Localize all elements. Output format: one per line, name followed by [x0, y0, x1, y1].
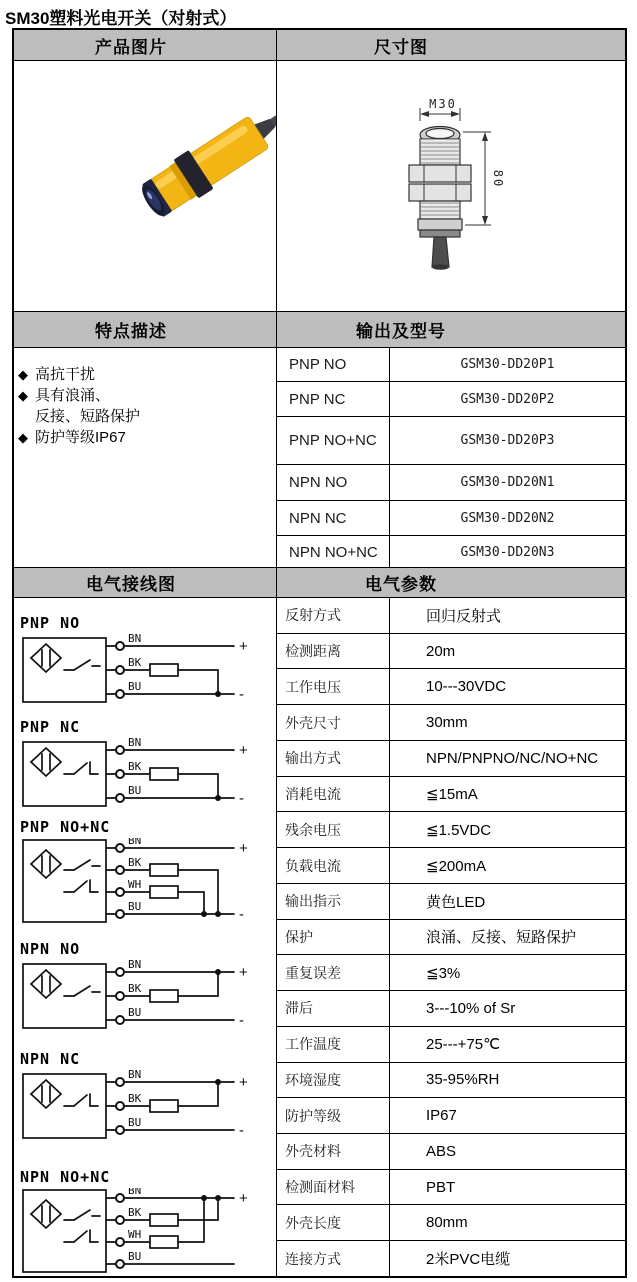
- feature-item: [18, 385, 276, 406]
- param-row: [277, 884, 625, 920]
- cable: [432, 237, 449, 267]
- load-resistor: [150, 1236, 178, 1248]
- param-row: [277, 991, 625, 1027]
- feature-item: [18, 427, 276, 448]
- header-wiring: [14, 568, 277, 598]
- wiring-diagram-svg: [20, 1188, 260, 1276]
- param-label: 保护: [277, 920, 390, 955]
- model-number: GSM30-DD20N2: [460, 510, 555, 526]
- header-features-label: 特点描述: [95, 322, 167, 341]
- wiring-diagram-title: NPN NO+NC: [20, 1168, 111, 1186]
- electrical-params-table: [277, 598, 625, 1276]
- param-value: 10---30VDC: [426, 678, 507, 696]
- wiring-diagram-svg: [20, 838, 260, 928]
- wiring-diagram-title: NPN NC: [20, 1050, 81, 1068]
- param-row: [277, 1027, 625, 1063]
- model-output-type: PNP NO+NC: [277, 417, 390, 464]
- terminal-circle: [116, 746, 124, 754]
- terminal-circle: [116, 1238, 124, 1246]
- header-electrical-params-label: 电气参数: [365, 575, 437, 594]
- param-row: [277, 848, 625, 884]
- junction-dot: [215, 1195, 221, 1201]
- wire-label: BN: [128, 1070, 142, 1081]
- junction-dot: [215, 1079, 221, 1085]
- load-resistor: [150, 1100, 178, 1112]
- cable-tip: [432, 264, 449, 270]
- param-value: 80mm: [426, 1214, 468, 1232]
- wire-label: WH: [128, 1228, 142, 1241]
- thread-size-label: M30: [429, 97, 457, 111]
- hex-nut-1: [409, 165, 471, 182]
- param-label: 外壳长度: [277, 1205, 390, 1240]
- sensor-body: [148, 116, 269, 213]
- model-number: GSM30-DD20P1: [460, 357, 555, 372]
- param-row: [277, 955, 625, 991]
- param-value: NPN/PNPNO/NC/NO+NC: [426, 749, 599, 767]
- terminal-circle: [116, 794, 124, 802]
- model-row: [277, 465, 625, 501]
- param-label: 重复误差: [277, 955, 390, 990]
- feature-bullet-icon: ◆: [18, 388, 28, 403]
- wiring-diagrams: [14, 598, 277, 1276]
- wire-label: BN: [128, 738, 142, 749]
- param-value: 35-95%RH: [426, 1071, 500, 1089]
- param-label: 外壳材料: [277, 1134, 390, 1169]
- feature-item: [18, 364, 276, 385]
- header-dimension-label: 尺寸图: [374, 37, 428, 57]
- param-value: ≦1.5VDC: [426, 821, 492, 839]
- param-row: [277, 920, 625, 956]
- load-resistor: [150, 1214, 178, 1226]
- minus-label: -: [239, 1122, 244, 1139]
- sensor-symbol-icon: [31, 970, 61, 998]
- wire-label: BU: [128, 680, 142, 693]
- wiring-diagram-title: PNP NO: [20, 614, 81, 632]
- wiring-diagram-svg: [20, 738, 260, 822]
- param-row: [277, 1134, 625, 1170]
- param-label: 消耗电流: [277, 777, 390, 812]
- feature-item: [28, 406, 276, 427]
- header-features: [14, 312, 277, 348]
- hex-nut-2: [409, 184, 471, 201]
- model-number: GSM30-DD20P3: [460, 433, 555, 448]
- header-product-image: [14, 30, 277, 61]
- wire-label: WH: [128, 878, 142, 891]
- param-row: [277, 705, 625, 741]
- wiring-diagram-svg: [20, 1070, 260, 1154]
- wire-label: BK: [128, 1092, 142, 1105]
- sensor-symbol-icon: [31, 1200, 61, 1228]
- wiring-diagram-title: PNP NC: [20, 718, 81, 736]
- param-value: PBT: [426, 1178, 456, 1196]
- load-resistor: [150, 664, 178, 676]
- param-value: 25---+75℃: [426, 1036, 500, 1054]
- wiring-diagram-svg: [20, 634, 260, 718]
- model-row: [277, 382, 625, 417]
- param-row: [277, 777, 625, 813]
- feature-bullet-icon: ◆: [18, 367, 28, 382]
- terminal-circle: [116, 968, 124, 976]
- param-label: 输出指示: [277, 884, 390, 919]
- feature-text: 高抗干扰: [35, 366, 96, 383]
- models-table: [277, 348, 625, 568]
- sensor-symbol-icon: [31, 644, 61, 672]
- param-value: 30mm: [426, 714, 468, 732]
- param-value: ≦15mA: [426, 786, 478, 804]
- terminal-circle: [116, 1194, 124, 1202]
- wire-label: BU: [128, 1250, 142, 1263]
- param-value: IP67: [426, 1107, 457, 1125]
- param-row: [277, 812, 625, 848]
- param-label: 工作温度: [277, 1027, 390, 1062]
- wire-label: BN: [128, 838, 142, 847]
- param-label: 负载电流: [277, 848, 390, 883]
- param-value: ABS: [426, 1142, 457, 1160]
- header-electrical-params: [277, 568, 625, 598]
- dimension-drawing-cell: [277, 61, 625, 312]
- plus-label: +: [239, 742, 248, 759]
- terminal-circle: [116, 1126, 124, 1134]
- model-number: GSM30-DD20P2: [460, 391, 555, 407]
- param-label: 输出方式: [277, 741, 390, 776]
- junction-dot: [201, 1195, 207, 1201]
- terminal-circle: [116, 992, 124, 1000]
- minus-label: -: [239, 906, 244, 923]
- param-label: 检测面材料: [277, 1170, 390, 1205]
- product-photo: [14, 61, 277, 312]
- sensor-symbol-icon: [31, 850, 61, 878]
- load-resistor: [150, 990, 178, 1002]
- plus-label: +: [239, 1074, 248, 1091]
- wiring-diagram-title: PNP NO+NC: [20, 818, 111, 836]
- sensor-symbol-icon: [31, 748, 61, 776]
- load-resistor: [150, 864, 178, 876]
- terminal-circle: [116, 844, 124, 852]
- terminal-circle: [116, 1016, 124, 1024]
- param-label: 防护等级: [277, 1098, 390, 1133]
- param-label: 滞后: [277, 991, 390, 1026]
- model-number: GSM30-DD20N3: [460, 544, 555, 560]
- param-label: 反射方式: [277, 598, 390, 633]
- terminal-circle: [116, 770, 124, 778]
- wire-label: BK: [128, 760, 142, 773]
- model-row: [277, 536, 625, 568]
- header-output-models: [277, 312, 625, 348]
- model-row: [277, 348, 625, 382]
- wiring-diagram-svg: [20, 960, 260, 1044]
- terminal-circle: [116, 1078, 124, 1086]
- plus-label: +: [239, 638, 248, 655]
- terminal-circle: [116, 690, 124, 698]
- wire-label: BN: [128, 1188, 142, 1197]
- param-label: 外壳尺寸: [277, 705, 390, 740]
- param-label: 工作电压: [277, 669, 390, 704]
- wiring-diagram: [20, 1050, 270, 1159]
- terminal-circle: [116, 1260, 124, 1268]
- param-row: [277, 1063, 625, 1099]
- header-product-image-label: 产品图片: [95, 37, 167, 57]
- model-row: [277, 501, 625, 536]
- datasheet-table: [12, 28, 627, 1278]
- model-row: [277, 417, 625, 465]
- model-output-type: PNP NO: [277, 348, 390, 381]
- cable-ring: [420, 230, 460, 237]
- header-dimension: [277, 30, 625, 61]
- collar: [418, 219, 462, 230]
- terminal-circle: [116, 910, 124, 918]
- param-label: 残余电压: [277, 812, 390, 847]
- param-row: [277, 669, 625, 705]
- feature-text: 防护等级IP67: [35, 429, 126, 446]
- wiring-diagram-title: NPN NO: [20, 940, 81, 958]
- wire-label: BU: [128, 1116, 142, 1129]
- length-label: 80: [491, 169, 505, 189]
- load-resistor: [150, 886, 178, 898]
- wiring-diagram: [20, 718, 270, 827]
- param-value: 20m: [426, 642, 456, 660]
- param-row: [277, 1205, 625, 1241]
- wiring-diagram: [20, 818, 270, 933]
- features-list: [14, 348, 277, 568]
- param-value: 3---10% of Sr: [426, 999, 516, 1017]
- sensor-box: [23, 1190, 106, 1272]
- page-title: SM30塑料光电开关（对射式）: [5, 9, 237, 28]
- feature-text: 反接、短路保护: [35, 408, 141, 425]
- junction-dot: [215, 969, 221, 975]
- feature-bullet-icon: ◆: [18, 430, 28, 445]
- model-output-type: NPN NO: [277, 465, 390, 500]
- terminal-circle: [116, 866, 124, 874]
- lens-dome-top: [426, 129, 454, 139]
- wire-label: BK: [128, 982, 142, 995]
- terminal-circle: [116, 888, 124, 896]
- feature-text: 具有浪涌、: [35, 387, 111, 404]
- header-wiring-label: 电气接线图: [86, 575, 176, 594]
- plus-label: +: [239, 964, 248, 981]
- param-row: [277, 1170, 625, 1206]
- wire-label: BK: [128, 856, 142, 869]
- load-resistor: [150, 768, 178, 780]
- param-row: [277, 741, 625, 777]
- param-value: ≦3%: [426, 964, 461, 982]
- wiring-diagram: [20, 614, 270, 723]
- wire-label: BU: [128, 784, 142, 797]
- param-row: [277, 634, 625, 670]
- wire-label: BU: [128, 900, 142, 913]
- wire-label: BU: [128, 1006, 142, 1019]
- model-output-type: NPN NC: [277, 501, 390, 535]
- minus-label: -: [239, 1012, 244, 1029]
- terminal-circle: [116, 666, 124, 674]
- param-row: [277, 1241, 625, 1276]
- param-row: [277, 598, 625, 634]
- param-row: [277, 1098, 625, 1134]
- model-output-type: PNP NC: [277, 382, 390, 416]
- param-value: 2米PVC电缆: [426, 1251, 511, 1269]
- plus-label: +: [239, 840, 248, 857]
- param-value: ≦200mA: [426, 857, 487, 875]
- param-value: 浪涌、反接、短路保护: [426, 929, 577, 947]
- wiring-diagram: [20, 940, 270, 1049]
- wire-label: BK: [128, 656, 142, 669]
- product-photo-cell: [14, 61, 277, 312]
- wire-label: BN: [128, 634, 142, 645]
- minus-label: -: [239, 686, 244, 703]
- model-output-type: NPN NO+NC: [277, 536, 390, 568]
- model-number: GSM30-DD20N1: [460, 475, 555, 490]
- param-value: 黄色LED: [426, 893, 486, 911]
- terminal-circle: [116, 1102, 124, 1110]
- wiring-diagram: [20, 1168, 270, 1276]
- plus-label: +: [239, 1190, 248, 1207]
- sensor-symbol-icon: [31, 1080, 61, 1108]
- terminal-circle: [116, 642, 124, 650]
- wire-label: BK: [128, 1206, 142, 1219]
- sensor-box: [23, 840, 106, 922]
- wire-label: BN: [128, 960, 142, 971]
- terminal-circle: [116, 1216, 124, 1224]
- dimension-drawing: [277, 61, 625, 312]
- header-output-models-label: 输出及型号: [356, 322, 446, 341]
- param-label: 连接方式: [277, 1241, 390, 1276]
- param-label: 检测距离: [277, 634, 390, 669]
- param-label: 环境湿度: [277, 1063, 390, 1098]
- param-value: 回归反射式: [426, 607, 502, 625]
- minus-label: -: [239, 790, 244, 807]
